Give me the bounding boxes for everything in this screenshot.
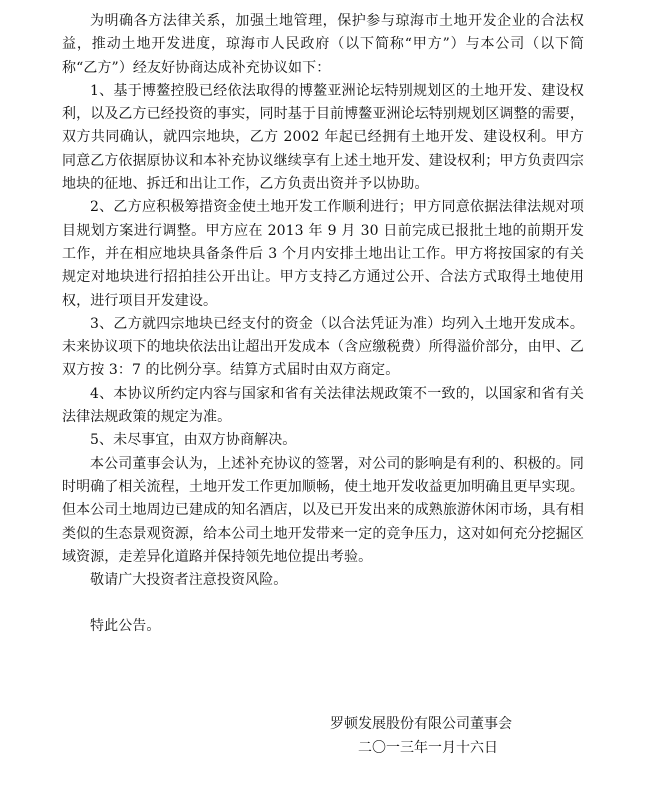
closing-statement: 特此公告。	[90, 618, 161, 635]
clause-4-paragraph: 4、本协议所约定内容与国家和省有关法律法规政策不一致的，以国家和省有关法律法规政策的规定为准。	[62, 385, 584, 426]
signature-block	[330, 712, 560, 760]
clause-3-paragraph: 3、乙方就四宗地块已经支付的资金（以合法凭证为准）均列入土地开发成本。未来协议项下的地块依法出让超出开发成本（含应缴税费）所得溢价部分，由甲、乙双方按 3：7 的比例分享。结算方式届时由双方商定。	[62, 315, 584, 379]
clause-5-paragraph: 5、未尽事宜，由双方协商解决。	[90, 432, 297, 449]
clause-2-paragraph: 2、乙方应积极筹措资金使土地开发工作顺利进行；甲方同意依据法律法规对项目规划方案进行调整。甲方应在 2013 年 9 月 30 日前完成已报批土地的前期开发工作，并在相应地块具备条件后 3 个月内安排土地出让工作。甲方将按国家的有关规定对地块进行招拍挂公开出让。甲方支持乙方通过公开、合法方式取得土地使用权，进行项目开发建设。	[62, 199, 584, 309]
signatory-company: 罗顿发展股份有限公司董事会	[330, 716, 512, 732]
risk-warning-paragraph: 敬请广大投资者注意投资风险。	[90, 572, 288, 589]
announcement-document	[62, 10, 584, 639]
clause-1-paragraph: 1、基于博鳌控股已经依法取得的博鳌亚洲论坛特别规划区的土地开发、建设权利，以及乙方已经投资的事实，同时基于目前博鳌亚洲论坛特别规划区调整的需要，双方共同确认，就四宗地块，乙方 2002 年起已经拥有土地开发、建设权利。甲方同意乙方依据原协议和本补充协议继续享有上述土地开发、建设权利；甲方负责四宗地块的征地、拆迁和出让工作，乙方负责出资并予以协助。	[62, 82, 584, 193]
announcement-date: 二〇一三年一月十六日	[358, 740, 498, 756]
intro-paragraph: 为明确各方法律关系，加强土地管理，保护参与琼海市土地开发企业的合法权益，推动土地开发进度，琼海市人民政府（以下简称“甲方”）与本公司（以下简称“乙方”）经友好协商达成补充协议如下：	[62, 13, 584, 76]
board-opinion-paragraph: 本公司董事会认为，上述补充协议的签署，对公司的影响是有利的、积极的。同时明确了相关流程，土地开发工作更加顺畅，使土地开发收益更加明确且更早实现。但本公司土地周边已建成的知名酒店，以及已开发出来的成熟旅游休闲市场，具有相类似的生态景观资源，给本公司土地开发带来一定的竞争压力，这对如何充分挖掘区域资源，走差异化道路并保持领先地位提出考验。	[62, 455, 584, 565]
